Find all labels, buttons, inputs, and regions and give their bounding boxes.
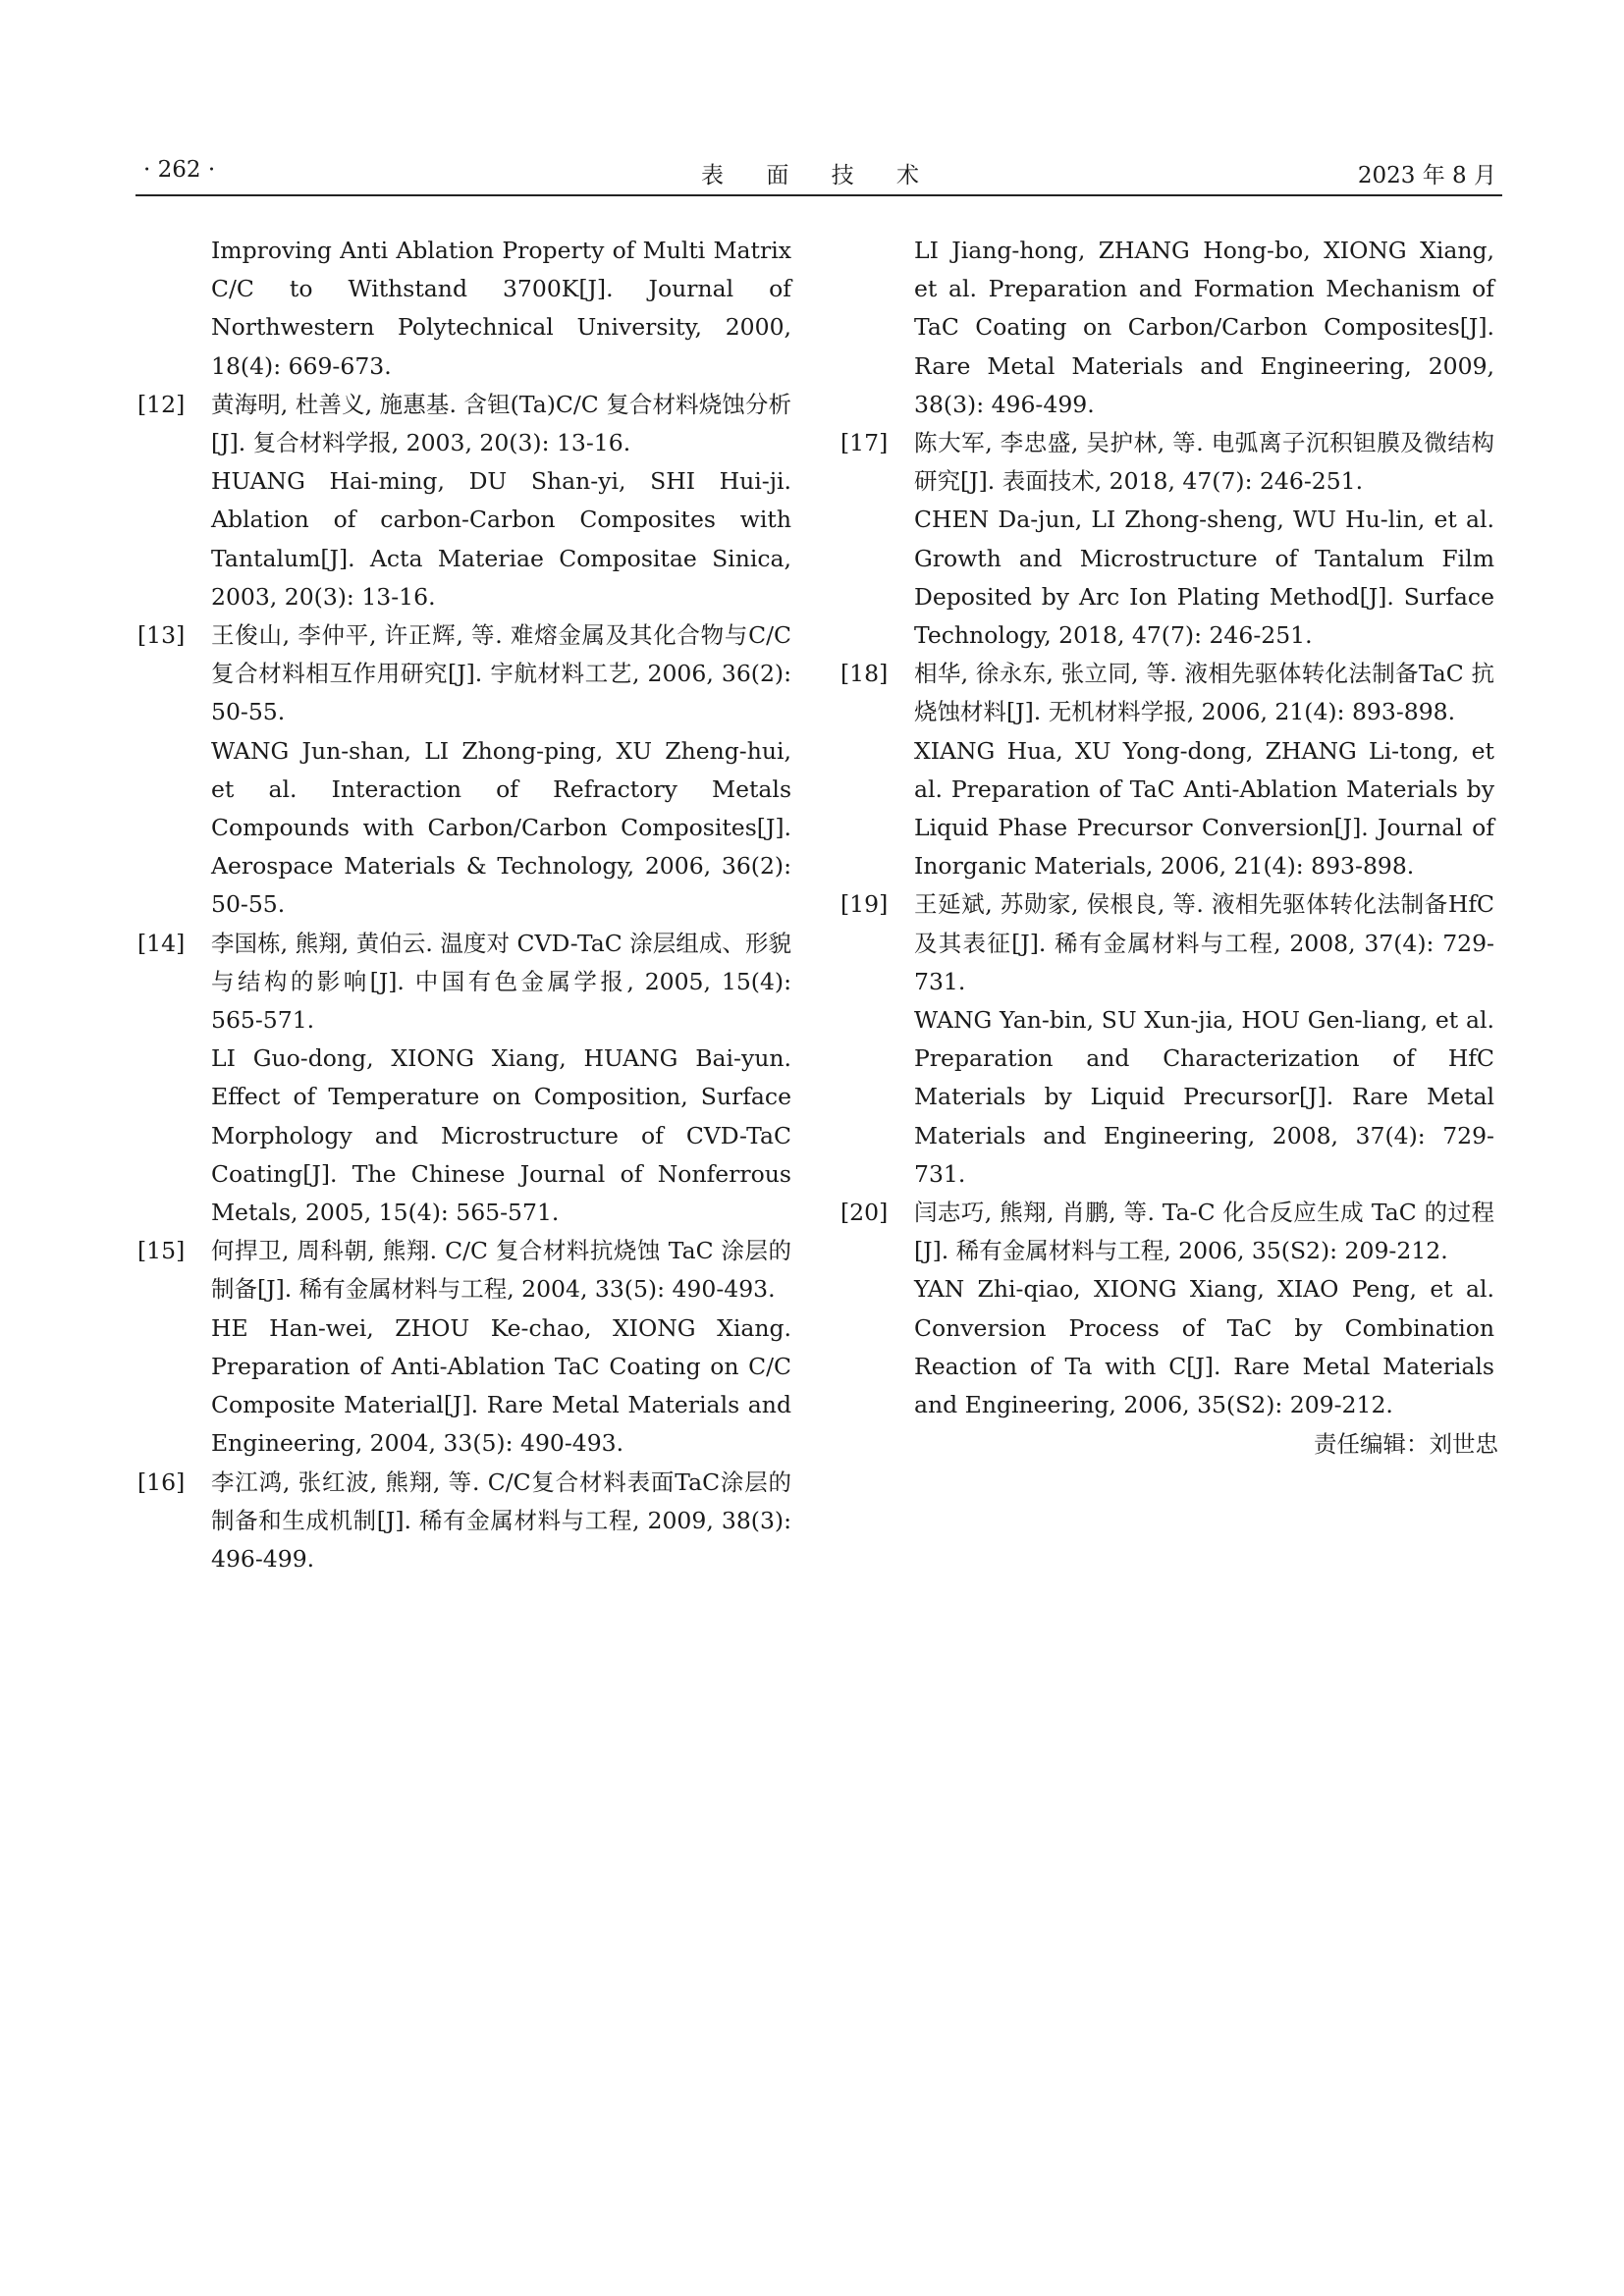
- reference-cn-text: 相华, 徐永东, 张立同, 等. 液相先驱体转化法制备TaC 抗烧蚀材料[J]. 无机材料学报, 2006, 21(4): 893-898.: [914, 660, 1494, 726]
- reference-cn: [840, 885, 1494, 1001]
- reference-cn: [137, 1232, 791, 1308]
- reference-continuation: LI Jiang-hong, ZHANG Hong-bo, XIONG Xiang, et al. Preparation and Formation Mechanism of TaC Coating on Carbon/Carbon Composites[J]. Rare Metal Materials and Engineering, 2009, 38(3): 496-499.: [914, 237, 1494, 418]
- reference-cn: [840, 424, 1494, 501]
- reference-cn-text: 王延斌, 苏勋家, 侯根良, 等. 液相先驱体转化法制备HfC 及其表征[J]. 稀有金属材料与工程, 2008, 37(4): 729-731.: [914, 890, 1494, 995]
- reference-en-text: HE Han-wei, ZHOU Ke-chao, XIONG Xiang. Preparation of Anti-Ablation TaC Coating on C/C Composite Material[J]. Rare Metal Materials and Engineering, 2004, 33(5): 490-493.: [211, 1313, 791, 1458]
- page-header: [135, 157, 1502, 196]
- reference-number: [19]: [840, 890, 889, 919]
- reference-cn: [137, 925, 791, 1041]
- reference-16: [137, 1464, 791, 1579]
- reference-12: [137, 386, 791, 616]
- reference-continuation: Improving Anti Ablation Property of Multi Matrix C/C to Withstand 3700K[J]. Journal of Northwestern Polytechnical University, 2000, 18(4): 669-673.: [211, 237, 791, 380]
- reference-en-text: WANG Yan-bin, SU Xun-jia, HOU Gen-liang, et al. Preparation and Characterization of HfC Materials by Liquid Precursor[J]. Rare Metal Materials and Engineering, 2008, 37(4): 729-731.: [914, 1006, 1494, 1188]
- reference-13: [137, 616, 791, 925]
- reference-cn-text: 陈大军, 李忠盛, 吴护林, 等. 电弧离子沉积钽膜及微结构研究[J]. 表面技术, 2018, 47(7): 246-251.: [914, 429, 1494, 496]
- reference-cn: [137, 616, 791, 732]
- reference-cn: [137, 1464, 791, 1579]
- reference-number: [14]: [137, 929, 186, 957]
- reference-number: [20]: [840, 1199, 889, 1227]
- reference-number: [13]: [137, 621, 186, 650]
- reference-number: [17]: [840, 429, 889, 457]
- reference-cn: [840, 1194, 1494, 1270]
- responsible-editor: 责任编辑：刘世忠: [1314, 1430, 1498, 1458]
- reference-20: [840, 1194, 1494, 1424]
- reference-cn-text: 闫志巧, 熊翔, 肖鹏, 等. Ta-C 化合反应生成 TaC 的过程[J]. 稀有金属材料与工程, 2006, 35(S2): 209-212.: [914, 1199, 1494, 1265]
- reference-en-text: LI Guo-dong, XIONG Xiang, HUANG Bai-yun. Effect of Temperature on Composition, Surface Morphology and Microstructure of CVD-TaC Coating[J]. The Chinese Journal of Nonferrous Metals, 2005, 15(4): 565-571.: [211, 1044, 791, 1227]
- right-column: [840, 232, 1494, 1424]
- reference-19: [840, 885, 1494, 1194]
- reference-cn: [137, 386, 791, 462]
- reference-en-text: HUANG Hai-ming, DU Shan-yi, SHI Hui-ji. Ablation of carbon-Carbon Composites with Tantalum[J]. Acta Materiae Compositae Sinica, 2003, 20(3): 13-16.: [211, 467, 791, 611]
- reference-18: [840, 655, 1494, 885]
- reference-number: [15]: [137, 1237, 186, 1265]
- issue-date: 2023 年 8 月: [1357, 163, 1496, 188]
- reference-17: [840, 424, 1494, 655]
- reference-number: [16]: [137, 1468, 186, 1496]
- reference-number: [12]: [137, 390, 186, 418]
- reference-14: [137, 925, 791, 1233]
- journal-title: 表 面 技 术: [701, 163, 937, 188]
- reference-cn-text: 何捍卫, 周科朝, 熊翔. C/C 复合材料抗烧蚀 TaC 涂层的制备[J]. 稀有金属材料与工程, 2004, 33(5): 490-493.: [211, 1237, 791, 1304]
- reference-cn-text: 王俊山, 李仲平, 许正辉, 等. 难熔金属及其化合物与C/C 复合材料相互作用研究[J]. 宇航材料工艺, 2006, 36(2): 50-55.: [211, 621, 791, 726]
- reference-cn-text: 李江鸿, 张红波, 熊翔, 等. C/C复合材料表面TaC涂层的制备和生成机制[J]. 稀有金属材料与工程, 2009, 38(3): 496-499.: [211, 1468, 791, 1573]
- reference-en-text: WANG Jun-shan, LI Zhong-ping, XU Zheng-hui, et al. Interaction of Refractory Metals Compounds with Carbon/Carbon Composites[J]. Aerospace Materials & Technology, 2006, 36(2): 50-55.: [211, 736, 791, 919]
- reference-cn: [840, 655, 1494, 731]
- reference-15: [137, 1232, 791, 1463]
- reference-en-text: CHEN Da-jun, LI Zhong-sheng, WU Hu-lin, et al. Growth and Microstructure of Tantalum Film Deposited by Arc Ion Plating Method[J]. Surface Technology, 2018, 47(7): 246-251.: [914, 506, 1494, 650]
- left-column: [137, 232, 791, 1578]
- reference-en-text: XIANG Hua, XU Yong-dong, ZHANG Li-tong, et al. Preparation of TaC Anti-Ablation Materials by Liquid Phase Precursor Conversion[J]. Journal of Inorganic Materials, 2006, 21(4): 893-898.: [914, 736, 1494, 881]
- reference-en-text: YAN Zhi-qiao, XIONG Xiang, XIAO Peng, et al. Conversion Process of TaC by Combination Reaction of Ta with C[J]. Rare Metal Materials and Engineering, 2006, 35(S2): 209-212.: [914, 1275, 1494, 1419]
- reference-cn-text: 黄海明, 杜善义, 施惠基. 含钽(Ta)C/C 复合材料烧蚀分析[J]. 复合材料学报, 2003, 20(3): 13-16.: [211, 390, 791, 457]
- reference-number: [18]: [840, 660, 889, 688]
- page-number: · 262 ·: [143, 157, 216, 183]
- reference-cn-text: 李国栋, 熊翔, 黄伯云. 温度对 CVD-TaC 涂层组成、形貌与结构的影响[J]. 中国有色金属学报, 2005, 15(4): 565-571.: [211, 929, 791, 1035]
